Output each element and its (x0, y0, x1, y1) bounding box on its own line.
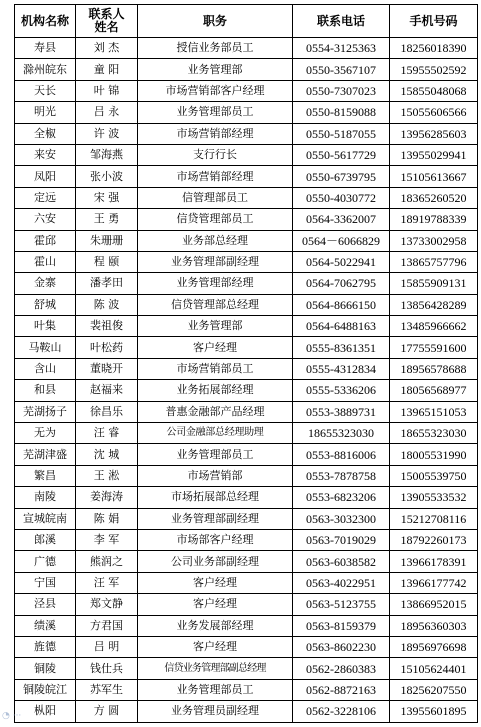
cell-institution: 郎溪 (15, 529, 76, 550)
cell-contact-name: 刘 杰 (76, 38, 138, 59)
cell-phone: 0555-5336206 (293, 380, 390, 401)
cell-mobile: 13865757796 (390, 251, 478, 272)
cell-phone: 0564－6066829 (293, 230, 390, 251)
cell-phone: 0564-5022941 (293, 251, 390, 272)
cell-phone: 0550-5187055 (293, 123, 390, 144)
cell-position: 业务管理部副经理 (138, 251, 293, 272)
cell-contact-name: 裴祖俊 (76, 316, 138, 337)
cell-contact-name: 吕 永 (76, 102, 138, 123)
cell-contact-name: 潘孝田 (76, 273, 138, 294)
cell-position: 市场拓展部总经理 (138, 487, 293, 508)
cell-position: 业务管理部员工 (138, 679, 293, 700)
cell-contact-name: 钱仕兵 (76, 658, 138, 679)
table-row (15, 80, 478, 101)
cell-contact-name: 宋 强 (76, 187, 138, 208)
cell-institution: 叶集 (15, 316, 76, 337)
cell-phone: 0563-8602230 (293, 636, 390, 657)
cell-mobile: 13905533532 (390, 487, 478, 508)
cell-phone: 0564-6488163 (293, 316, 390, 337)
table-row (15, 636, 478, 657)
cell-contact-name: 邹海燕 (76, 144, 138, 165)
cell-position: 业务管理员副经理 (138, 701, 293, 722)
cell-mobile: 18956578688 (390, 358, 478, 379)
cell-phone: 0553-3889731 (293, 401, 390, 422)
cell-contact-name: 吕 明 (76, 636, 138, 657)
cell-mobile: 15855909131 (390, 273, 478, 294)
cell-phone: 0550-4030772 (293, 187, 390, 208)
cell-contact-name: 陈 波 (76, 294, 138, 315)
cell-position: 市场营销部经理 (138, 123, 293, 144)
cell-institution: 滁州皖东 (15, 59, 76, 80)
cell-phone: 0563-6038582 (293, 551, 390, 572)
cell-position: 市场部客户经理 (138, 529, 293, 550)
table-row (15, 487, 478, 508)
header-institution: 机构名称 (15, 5, 76, 38)
cell-mobile: 15105613667 (390, 166, 478, 187)
cell-position: 信管理部员工 (138, 187, 293, 208)
header-contact-name: 联系人姓名 (76, 5, 138, 38)
cell-mobile: 13966177742 (390, 572, 478, 593)
cell-position: 市场营销部员工 (138, 358, 293, 379)
cell-institution: 绩溪 (15, 615, 76, 636)
cell-position: 业务管理部副经理 (138, 508, 293, 529)
cell-mobile: 18005531990 (390, 444, 478, 465)
cell-contact-name: 沈 城 (76, 444, 138, 465)
cell-position: 市场营销部客户经理 (138, 80, 293, 101)
cell-institution: 定远 (15, 187, 76, 208)
cell-institution: 霍邱 (15, 230, 76, 251)
cell-position: 业务拓展部经理 (138, 380, 293, 401)
header-phone: 联系电话 (293, 5, 390, 38)
cell-contact-name: 董晓开 (76, 358, 138, 379)
cell-position: 业务管理部经理 (138, 273, 293, 294)
cell-position: 客户经理 (138, 594, 293, 615)
cell-mobile: 18655323030 (390, 423, 478, 444)
cell-institution: 芜湖津盛 (15, 444, 76, 465)
cell-phone: 0562-2860383 (293, 658, 390, 679)
cell-phone: 0562-3228106 (293, 701, 390, 722)
cell-position: 客户经理 (138, 572, 293, 593)
cell-phone: 0550-5617729 (293, 144, 390, 165)
cell-contact-name: 童 阳 (76, 59, 138, 80)
table-row (15, 251, 478, 272)
cell-institution: 马鞍山 (15, 337, 76, 358)
header-position: 职务 (138, 5, 293, 38)
cell-contact-name: 叶松药 (76, 337, 138, 358)
cell-institution: 凤阳 (15, 166, 76, 187)
cell-phone: 0550-8159088 (293, 102, 390, 123)
cell-contact-name: 方君国 (76, 615, 138, 636)
cell-institution: 铜陵皖江 (15, 679, 76, 700)
table-row (15, 187, 478, 208)
cell-contact-name: 程 颐 (76, 251, 138, 272)
cell-institution: 寿县 (15, 38, 76, 59)
table-row (15, 380, 478, 401)
cell-institution: 全椒 (15, 123, 76, 144)
cell-position: 业务发展部经理 (138, 615, 293, 636)
cell-institution: 明光 (15, 102, 76, 123)
cell-contact-name: 郑文静 (76, 594, 138, 615)
table-row (15, 529, 478, 550)
cell-contact-name: 王 淞 (76, 465, 138, 486)
cell-institution: 含山 (15, 358, 76, 379)
cell-institution: 繁昌 (15, 465, 76, 486)
table-row (15, 658, 478, 679)
cell-mobile: 13955029941 (390, 144, 478, 165)
cell-mobile: 13965151053 (390, 401, 478, 422)
cell-institution: 芜湖扬子 (15, 401, 76, 422)
cell-position: 公司金融部总经理助理 (138, 423, 293, 444)
cell-position: 信贷管理部员工 (138, 209, 293, 230)
cell-contact-name: 熊润之 (76, 551, 138, 572)
cell-institution: 天长 (15, 80, 76, 101)
cell-contact-name: 许 波 (76, 123, 138, 144)
cell-position: 业务管理部员工 (138, 102, 293, 123)
cell-phone: 0563-8159379 (293, 615, 390, 636)
table-row (15, 465, 478, 486)
cell-phone: 0563-7019029 (293, 529, 390, 550)
table-row (15, 209, 478, 230)
cell-institution: 六安 (15, 209, 76, 230)
cell-phone: 0563-3032300 (293, 508, 390, 529)
cell-mobile: 15055606566 (390, 102, 478, 123)
cell-position: 市场营销部经理 (138, 166, 293, 187)
cell-phone: 0553-7878758 (293, 465, 390, 486)
table-row (15, 316, 478, 337)
cell-institution: 金寨 (15, 273, 76, 294)
cell-mobile: 13733002958 (390, 230, 478, 251)
table-row (15, 594, 478, 615)
cell-mobile: 18792260173 (390, 529, 478, 550)
cell-contact-name: 赵福来 (76, 380, 138, 401)
cell-position: 普惠金融部产品经理 (138, 401, 293, 422)
cell-contact-name: 王 勇 (76, 209, 138, 230)
table-row (15, 701, 478, 722)
table-row (15, 444, 478, 465)
cell-position: 支行行长 (138, 144, 293, 165)
cell-phone: 0563-5123755 (293, 594, 390, 615)
cell-phone: 0553-8816006 (293, 444, 390, 465)
cell-institution: 舒城 (15, 294, 76, 315)
table-row (15, 294, 478, 315)
cell-phone: 0564-7062795 (293, 273, 390, 294)
cell-mobile: 18956976698 (390, 636, 478, 657)
cell-contact-name: 张小波 (76, 166, 138, 187)
cell-institution: 铜陵 (15, 658, 76, 679)
table-row (15, 615, 478, 636)
table-row (15, 102, 478, 123)
watermark-icon: ◔ ··· (2, 711, 22, 721)
table-row (15, 230, 478, 251)
cell-phone: 0563-4022951 (293, 572, 390, 593)
cell-mobile: 15005539750 (390, 465, 478, 486)
cell-phone: 0555-8361351 (293, 337, 390, 358)
cell-phone: 0550-3567107 (293, 59, 390, 80)
cell-institution: 和县 (15, 380, 76, 401)
table-row (15, 166, 478, 187)
contact-table (14, 4, 478, 723)
cell-institution: 广德 (15, 551, 76, 572)
cell-mobile: 17755591600 (390, 337, 478, 358)
cell-institution: 南陵 (15, 487, 76, 508)
header-row (15, 5, 478, 38)
table-row (15, 337, 478, 358)
cell-phone: 0564-3362007 (293, 209, 390, 230)
table-row (15, 679, 478, 700)
cell-mobile: 18919788339 (390, 209, 478, 230)
table-row (15, 123, 478, 144)
cell-phone: 0553-6823206 (293, 487, 390, 508)
cell-mobile: 13866952015 (390, 594, 478, 615)
cell-institution: 宣城皖南 (15, 508, 76, 529)
cell-mobile: 18256018390 (390, 38, 478, 59)
cell-contact-name: 李 军 (76, 529, 138, 550)
cell-position: 授信业务部员工 (138, 38, 293, 59)
cell-position: 业务管理部 (138, 59, 293, 80)
table-row (15, 401, 478, 422)
cell-mobile: 15212708116 (390, 508, 478, 529)
cell-institution: 枞阳 (15, 701, 76, 722)
table-body (15, 38, 478, 723)
cell-institution: 宁国 (15, 572, 76, 593)
cell-position: 业务管理部员工 (138, 444, 293, 465)
cell-mobile: 18056568977 (390, 380, 478, 401)
cell-contact-name: 苏军生 (76, 679, 138, 700)
table-row (15, 38, 478, 59)
table-row (15, 59, 478, 80)
cell-phone: 18655323030 (293, 423, 390, 444)
cell-mobile: 15105624401 (390, 658, 478, 679)
cell-contact-name: 陈 娟 (76, 508, 138, 529)
cell-phone: 0564-8666150 (293, 294, 390, 315)
cell-phone: 0555-4312834 (293, 358, 390, 379)
cell-contact-name: 徐昌乐 (76, 401, 138, 422)
table-row (15, 551, 478, 572)
cell-position: 业务管理部 (138, 316, 293, 337)
cell-institution: 霍山 (15, 251, 76, 272)
cell-mobile: 13485966662 (390, 316, 478, 337)
cell-position: 业务部总经理 (138, 230, 293, 251)
cell-position: 客户经理 (138, 337, 293, 358)
cell-mobile: 18256207550 (390, 679, 478, 700)
cell-institution: 来安 (15, 144, 76, 165)
cell-mobile: 13956285603 (390, 123, 478, 144)
cell-contact-name: 方 圆 (76, 701, 138, 722)
table-row (15, 358, 478, 379)
table-row (15, 572, 478, 593)
cell-mobile: 13966178391 (390, 551, 478, 572)
cell-position: 公司业务部副经理 (138, 551, 293, 572)
cell-mobile: 18365260520 (390, 187, 478, 208)
header-mobile: 手机号码 (390, 5, 478, 38)
cell-mobile: 15955502592 (390, 59, 478, 80)
table-row (15, 423, 478, 444)
cell-phone: 0550-7307023 (293, 80, 390, 101)
cell-mobile: 18956360303 (390, 615, 478, 636)
cell-phone: 0562-8872163 (293, 679, 390, 700)
cell-phone: 0550-6739795 (293, 166, 390, 187)
cell-contact-name: 朱珊珊 (76, 230, 138, 251)
cell-mobile: 15855048068 (390, 80, 478, 101)
cell-position: 市场营销部 (138, 465, 293, 486)
cell-institution: 泾县 (15, 594, 76, 615)
table-row (15, 508, 478, 529)
cell-contact-name: 汪 军 (76, 572, 138, 593)
cell-phone: 0554-3125363 (293, 38, 390, 59)
cell-contact-name: 汪 睿 (76, 423, 138, 444)
cell-mobile: 13856428289 (390, 294, 478, 315)
cell-position: 信贷业务管理部副总经理 (138, 658, 293, 679)
cell-mobile: 13955601895 (390, 701, 478, 722)
cell-institution: 无为 (15, 423, 76, 444)
cell-institution: 旌德 (15, 636, 76, 657)
cell-position: 信贷管理部总经理 (138, 294, 293, 315)
cell-position: 客户经理 (138, 636, 293, 657)
cell-contact-name: 叶 锦 (76, 80, 138, 101)
table-row (15, 144, 478, 165)
cell-contact-name: 姜海涛 (76, 487, 138, 508)
table-row (15, 273, 478, 294)
